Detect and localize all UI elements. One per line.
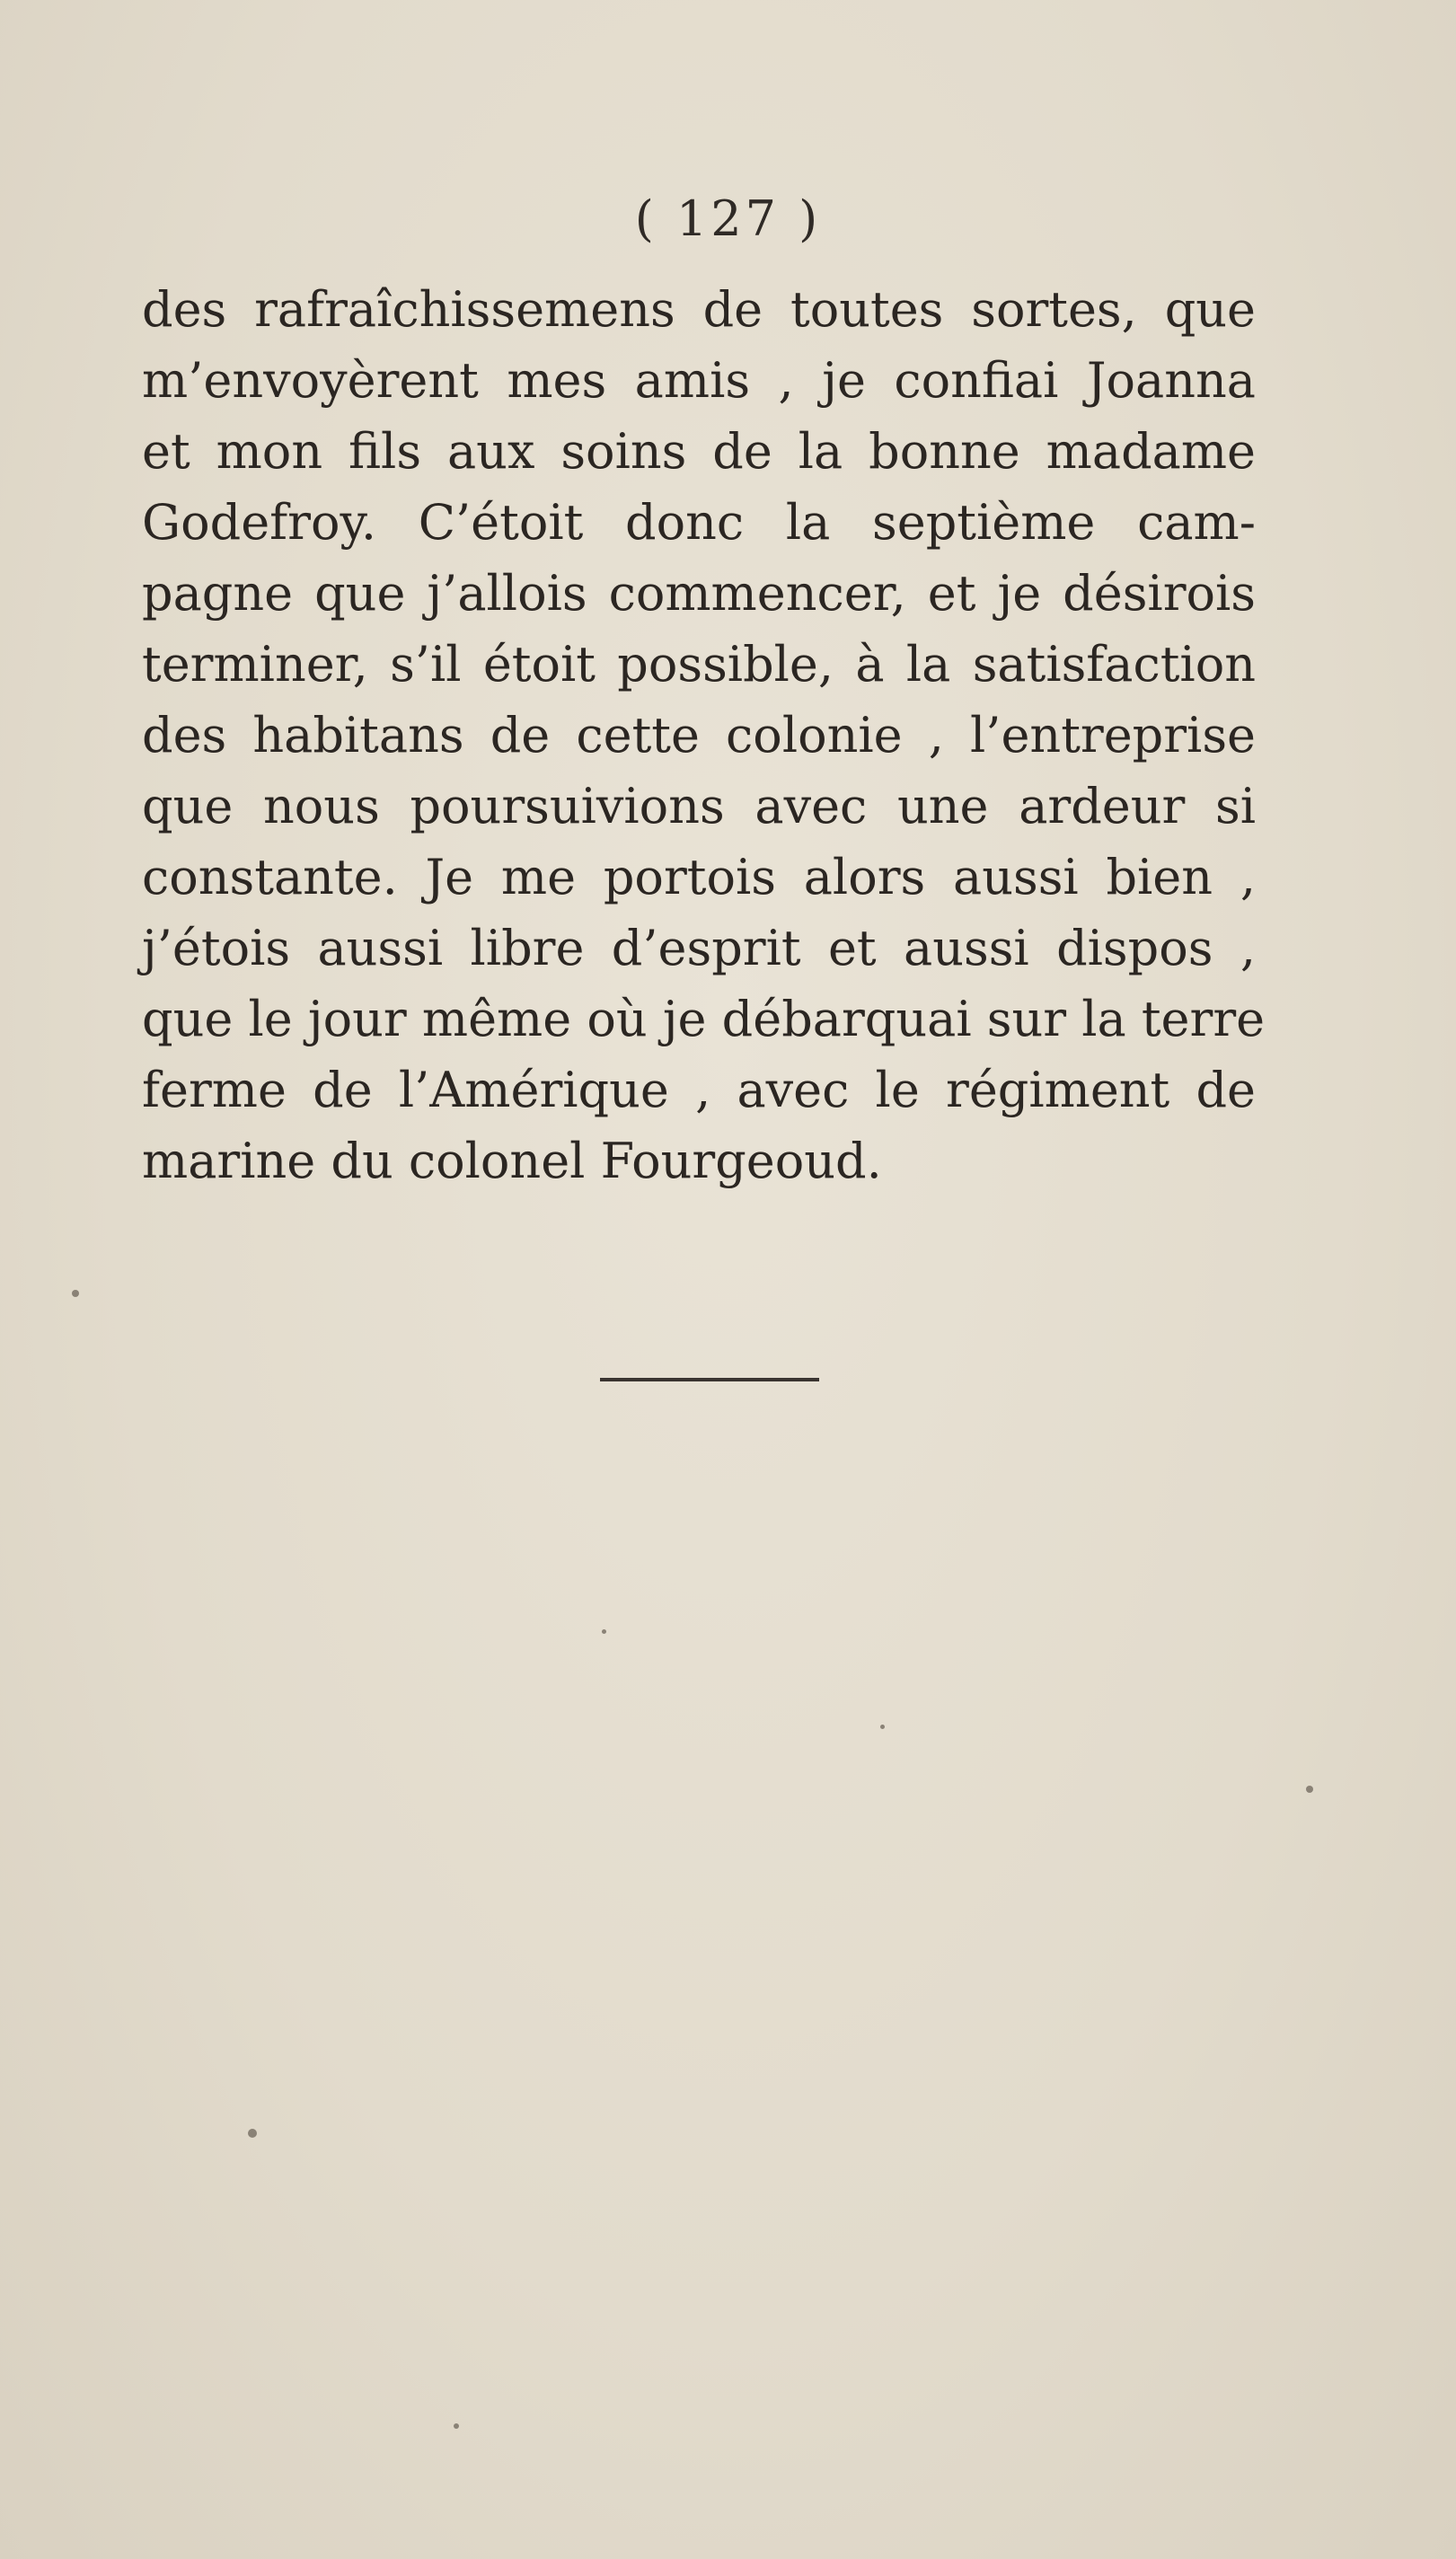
text-line: Godefroy. C’étoit donc la septième cam-: [142, 494, 1256, 551]
text-line: marine du colonel Fourgeoud.: [142, 1133, 882, 1189]
body-text: [142, 274, 1266, 1196]
text-line: des habitans de cette colonie , l’entreprise: [142, 707, 1256, 763]
paper-speck: [880, 1725, 885, 1729]
paper-speck: [248, 2129, 257, 2138]
text-line: et mon fils aux soins de la bonne madame: [142, 423, 1256, 480]
text-line: ferme de l’Amérique , avec le régiment de: [142, 1062, 1256, 1118]
text-line: terminer, s’il étoit possible, à la satisfaction: [142, 636, 1256, 693]
text-line: m’envoyèrent mes amis , je confiai Joanna: [142, 352, 1256, 409]
end-rule: [600, 1378, 819, 1381]
paper-speck: [72, 1290, 79, 1297]
text-line: que nous poursuivions avec une ardeur si: [142, 778, 1256, 834]
paper-speck: [454, 2423, 459, 2429]
page-number: ( 127 ): [634, 190, 822, 247]
paper-speck: [1306, 1786, 1313, 1793]
text-line: des rafraîchissemens de toutes sortes, que: [142, 281, 1256, 338]
text-line: que le jour même où je débarquai sur la terre: [142, 991, 1266, 1047]
text-line: constante. Je me portois alors aussi bien ,: [142, 849, 1256, 905]
text-line: j’étois aussi libre d’esprit et aussi dispos ,: [142, 920, 1256, 976]
paper-speck: [602, 1629, 606, 1634]
text-line: pagne que j’allois commencer, et je désirois: [142, 565, 1256, 622]
